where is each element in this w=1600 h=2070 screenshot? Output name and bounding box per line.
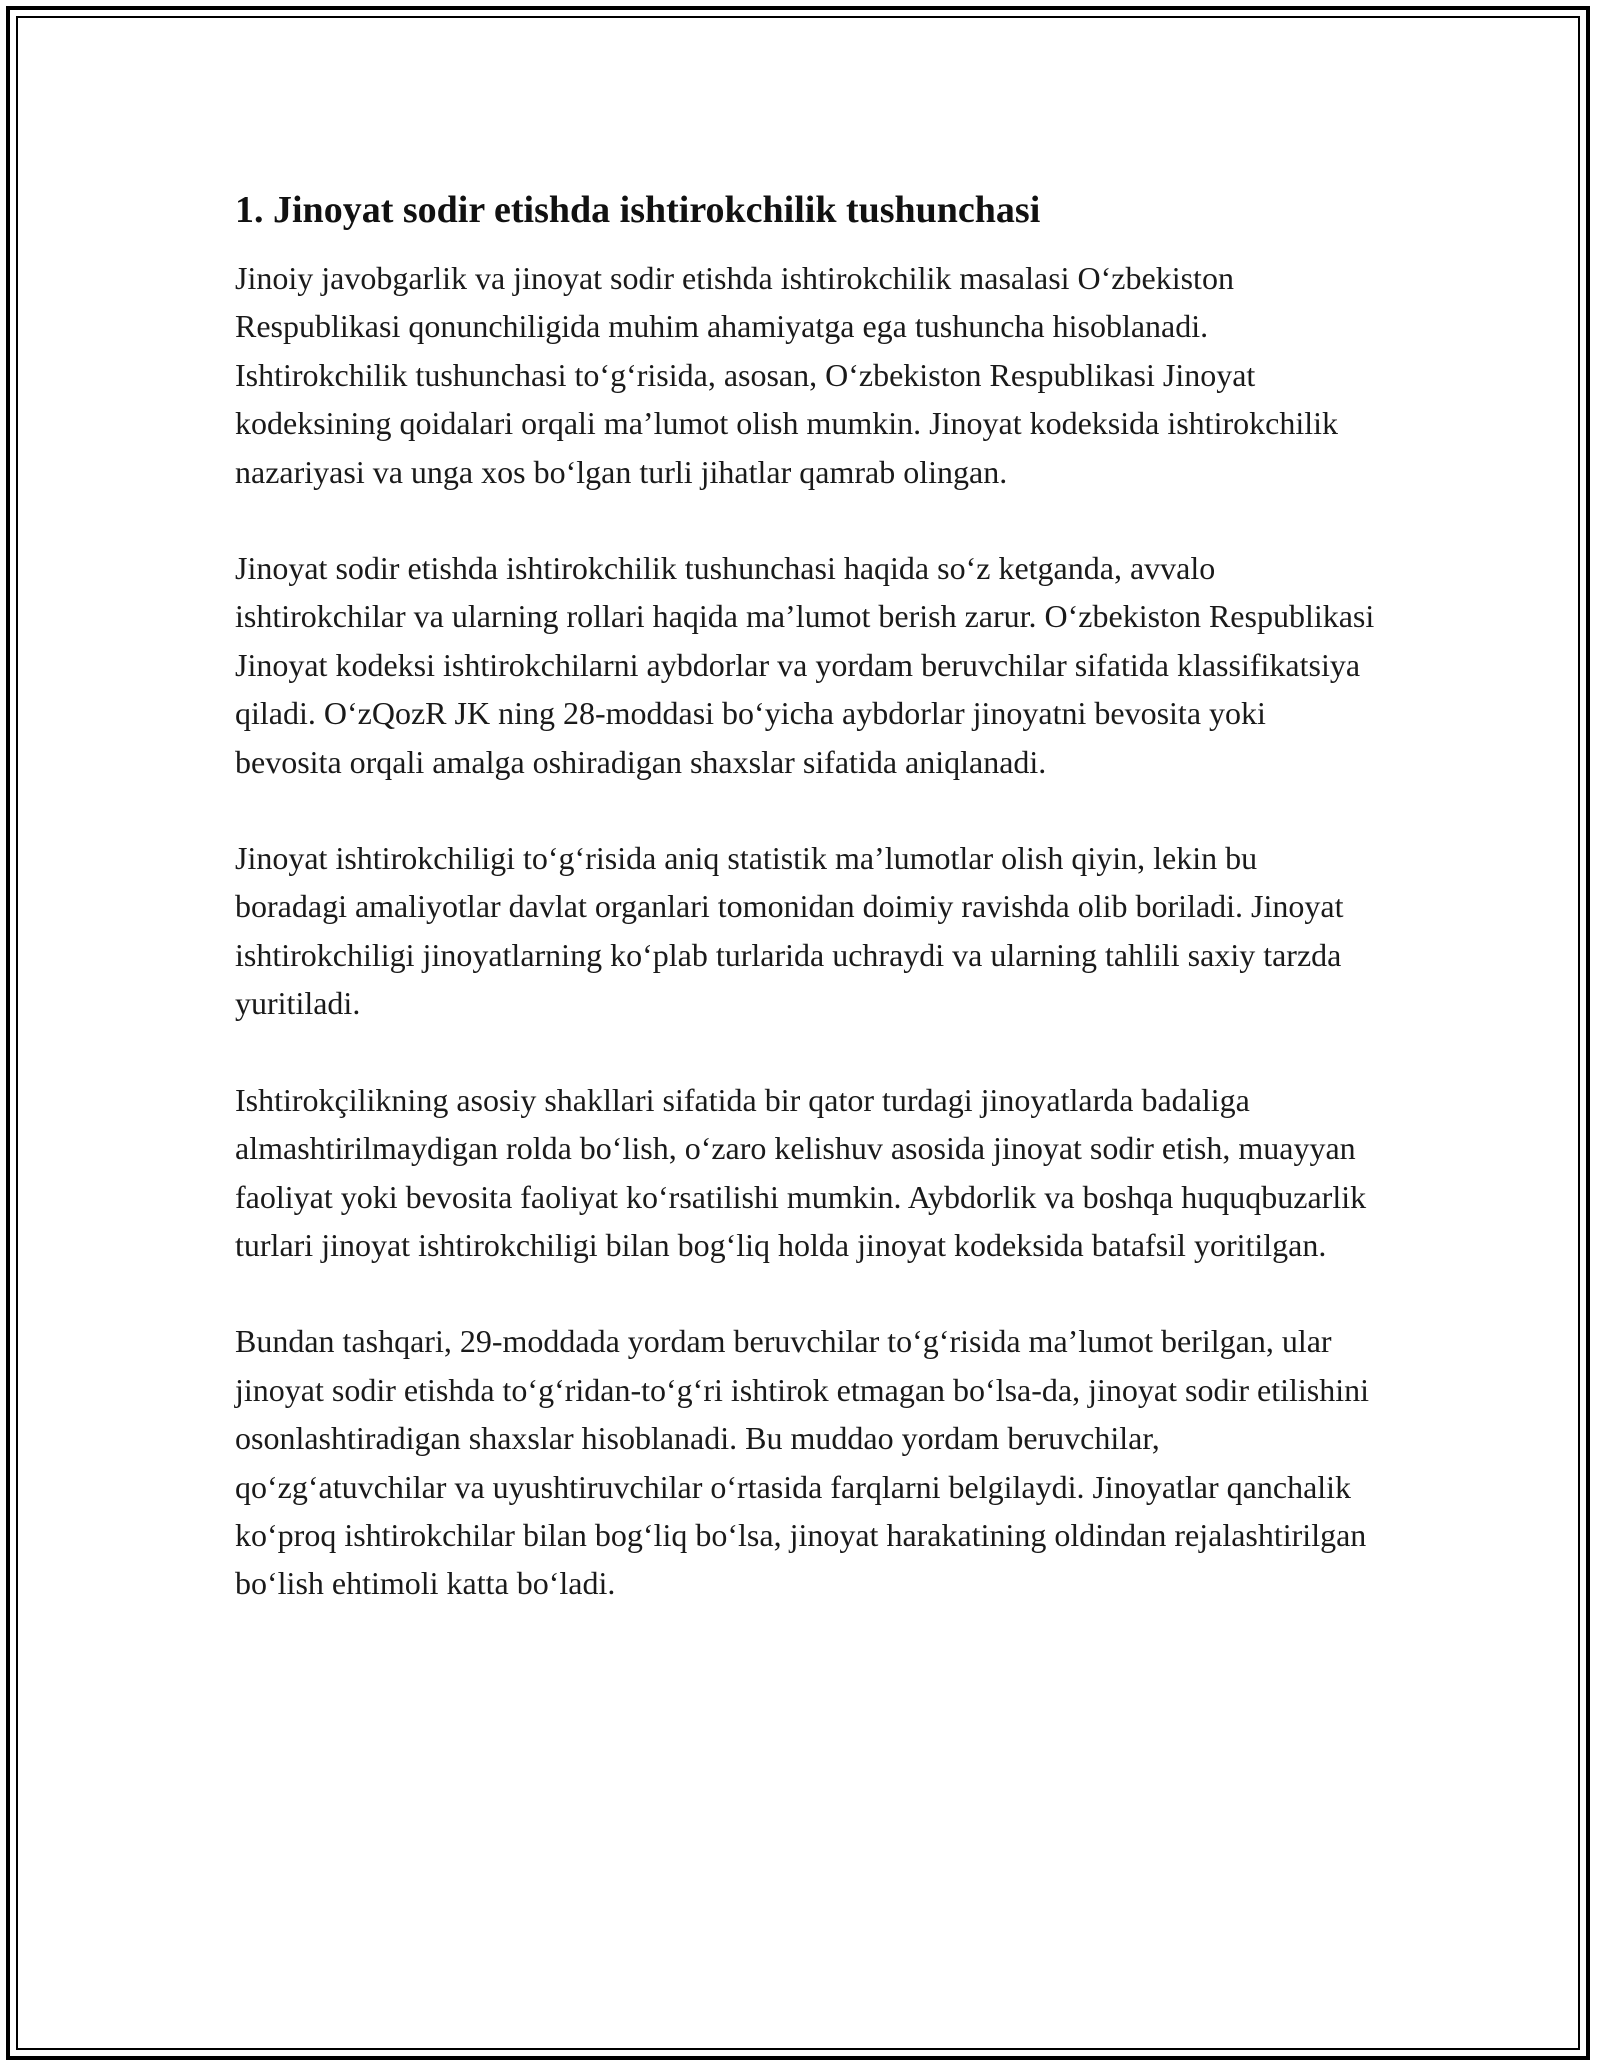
paragraph-4: Ishtirokçilikning asosiy shakllari sifatida bir qator turdagi jinoyatlarda badaliga almashtirilmaydigan rolda bo‘lish, o‘zaro kelishuv asosida jinoyat sodir etish, muayyan faoliyat yoki bevosita faoliyat ko‘rsatilishi mumkin. Aybdorlik va boshqa huquqbuzarlik turlari jinoyat ishtirokchiligi bilan bog‘liq holda jinoyat kodeksida batafsil yoritilgan. bbox=[235, 1081, 1367, 1263]
paragraph-1: Jinoiy javobgarlik va jinoyat sodir etishda ishtirokchilik masalasi O‘zbekiston Respublikasi qonunchiligida muhim ahamiyatga ega tushuncha hisoblanadi. Ishtirokchilik tushunchasi to‘g‘risida, asosan, O‘zbekiston Respublikasi Jinoyat kodeksining qoidalari orqali ma’lumot olish mumkin. Jinoyat kodeksida ishtirokchilik nazariyasi va unga xos bo‘lgan turli jihatlar qamrab olingan. bbox=[235, 260, 1338, 490]
paragraph-3: Jinoyat ishtirokchiligi to‘g‘risida aniq statistik ma’lumotlar olish qiyin, lekin bu boradagi amaliyotlar davlat organlari tomonidan doimiy ravishda olib boriladi. Jinoyat ishtirokchiligi jinoyatlarning ko‘plab turlarida uchraydi va ularning tahlili saxiy tarzda yuritiladi. bbox=[235, 840, 1344, 1022]
section-heading: 1. Jinoyat sodir etishda ishtirokchilik tushunchasi bbox=[235, 189, 1041, 231]
paragraph-2: Jinoyat sodir etishda ishtirokchilik tushunchasi haqida so‘z ketganda, avvalo ishtirokchilar va ularning rollari haqida ma’lumot berish zarur. O‘zbekiston Respublikasi Jinoyat kodeksi ishtirokchilarni aybdorlar va yordam beruvchilar sifatida klassifikatsiya qiladi. O‘zQozR JK ning 28-moddasi bo‘yicha aybdorlar jinoyatni bevosita yoki bevosita orqali amalga oshiradigan shaxslar sifatida aniqlanadi. bbox=[235, 550, 1375, 780]
document-body bbox=[235, 186, 1375, 1656]
paragraph-5: Bundan tashqari, 29-moddada yordam beruvchilar to‘g‘risida ma’lumot berilgan, ular jinoyat sodir etishda to‘g‘ridan-to‘g‘ri ishtirok etmagan bo‘lsa-da, jinoyat sodir etilishini osonlashtiradigan shaxslar hisoblanadi. Bu muddao yordam beruvchilar, qo‘zg‘atuvchilar va uyushtiruvchilar o‘rtasida farqlarni belgilaydi. Jinoyatlar qanchalik ko‘proq ishtirokchilar bilan bog‘liq bo‘lsa, jinoyat harakatining oldindan rejalashtirilgan bo‘lish ehtimoli katta bo‘ladi. bbox=[235, 1323, 1369, 1602]
